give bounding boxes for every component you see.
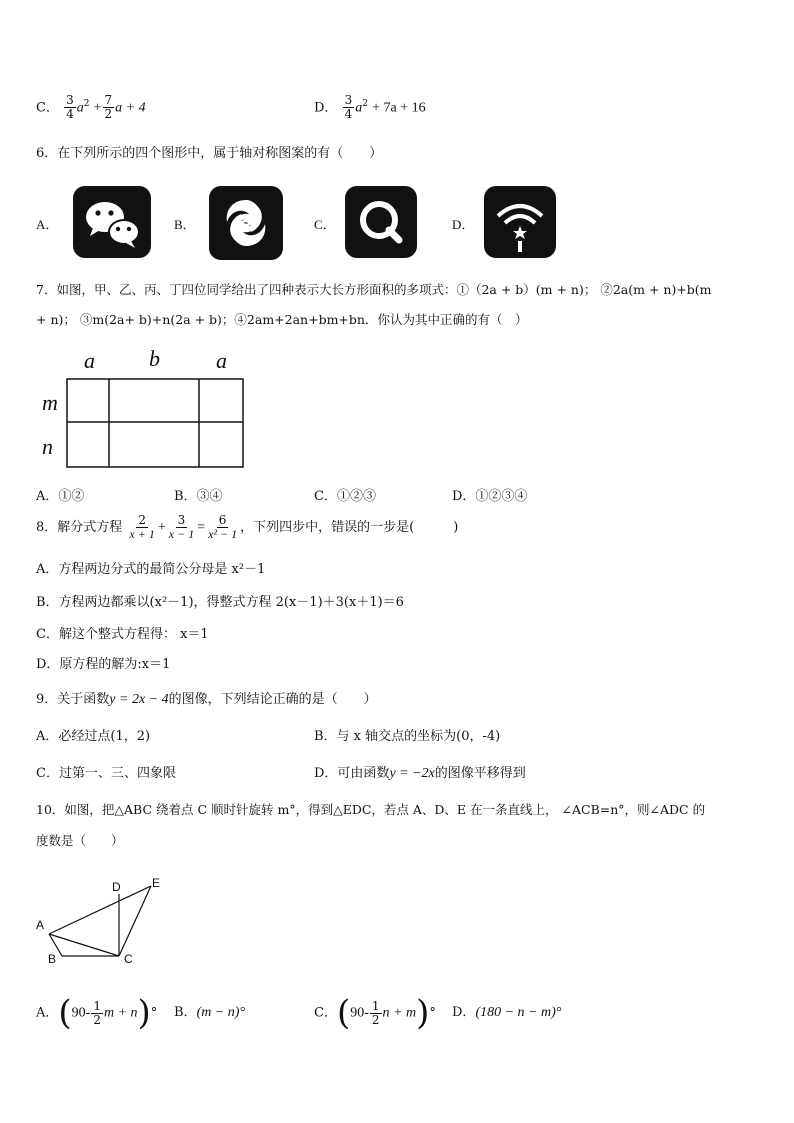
q7-option-d: D．①②③④ xyxy=(452,489,528,504)
q5-option-c: C． $\frac{3}{4}$ $a^2$ + $\frac{7}{2}$ a + 4 xyxy=(36,93,146,122)
wifi-icon xyxy=(484,186,556,258)
q-search-icon xyxy=(345,186,417,258)
q8-stem: 8．解分式方程 $\frac{2}{x + 1}$ + $\frac{3}{x - 1}$ = $\frac{6}{\text{x² − 1}}$ ，下列四步中，错误的一步是( ) xyxy=(36,513,459,541)
point-label-a: A xyxy=(36,918,45,932)
fraction: $\frac{7}{2}$ xyxy=(104,93,113,122)
grid-rectangle xyxy=(66,378,244,468)
q10-option-d: D．(180 − n − m)° xyxy=(452,1005,562,1020)
point-label-c: C xyxy=(124,952,133,966)
q8-option-b: B．方程两边都乘以(x²－1)，得整式方程 2(x－1)＋3(x＋1)＝6 xyxy=(36,595,404,610)
q7-option-a: A．①② xyxy=(36,489,85,504)
q6-icon-b xyxy=(209,186,283,260)
q6-label-d: D． xyxy=(452,217,475,232)
fraction: $\frac{6}{\text{x² − 1}}$ xyxy=(208,513,238,541)
fraction: $\frac{2}{x + 1}$ xyxy=(129,513,155,541)
col-label-a2: a xyxy=(216,348,227,373)
q9-stem: 9．关于函数y = 2x − 4的图像，下列结论正确的是（ ） xyxy=(36,692,377,707)
fraction: $\frac{3}{4}$ xyxy=(66,93,74,122)
swirl-icon xyxy=(209,186,283,260)
q10-stem-line2: 度数是（ ） xyxy=(36,833,124,848)
fraction: $\frac{1}{2}$ xyxy=(371,998,380,1027)
q6-label-a: A． xyxy=(36,217,59,232)
q7-rectangle-figure xyxy=(36,346,256,472)
q9-option-b: B．与 x 轴交点的坐标为(0，-4) xyxy=(314,729,501,744)
q7-option-c: C．①②③ xyxy=(314,489,376,504)
q6-label-c: C． xyxy=(314,217,336,232)
point-label-b: B xyxy=(48,952,57,966)
q9-option-d: D．可由函数y = −2x的图像平移得到 xyxy=(314,766,526,781)
col-label-b: b xyxy=(149,346,160,371)
col-label-a1: a xyxy=(84,348,95,373)
q5-option-d: D． $\frac{3}{4}$ $a^2 + 7a + 16$ xyxy=(314,93,426,122)
q8-option-c: C．解这个整式方程得： x＝1 xyxy=(36,627,209,642)
q6-icon-a xyxy=(73,186,151,258)
q8-option-a: A．方程两边分式的最简公分母是 x²－1 xyxy=(36,562,266,577)
q7-stem-line2: + n)； ③m(2a+ b)+n(2a + b)；④2am+2an+bm+bn．你认为其中正确的有（ ） xyxy=(36,312,528,327)
q10-stem-line1: 10．如图，把△ABC 绕着点 C 顺时针旋转 m°，得到△EDC，若点 A、D、E 在一条直线上， ∠ACB=n°，则∠ADC 的 xyxy=(36,802,706,817)
q6-icon-d xyxy=(484,186,556,258)
q9-option-a: A．必经过点(1，2) xyxy=(36,729,151,744)
q6-label-b: B． xyxy=(174,217,196,232)
fraction: $\frac{1}{2}$ xyxy=(93,998,101,1027)
wechat-icon xyxy=(73,186,151,258)
q10-option-c: C．(90- $\frac{1}{2}$ n + m)° xyxy=(314,993,436,1033)
point-label-e: E xyxy=(152,876,161,890)
q10-triangle-figure xyxy=(34,874,174,970)
q6-icon-c xyxy=(345,186,417,258)
row-label-n: n xyxy=(42,434,53,459)
q6-stem: 6．在下列所示的四个图形中，属于轴对称图案的有（ ） xyxy=(36,146,383,161)
q9-option-c: C．过第一、三、四象限 xyxy=(36,766,176,781)
q7-stem-line1: 7．如图，甲、乙、丙、丁四位同学给出了四种表示大长方形面积的多项式：①（2a + b）(m + n)； ②2a(m + n)+b(m xyxy=(36,282,712,297)
q10-option-a: A．(90- $\frac{1}{2}$ m + n)° xyxy=(36,993,158,1033)
row-label-m: m xyxy=(42,390,58,415)
q7-option-b: B．③④ xyxy=(174,489,223,504)
fraction: $\frac{3}{4}$ xyxy=(344,93,353,122)
point-label-d: D xyxy=(112,880,121,894)
q10-option-b: B．(m − n)° xyxy=(174,1005,246,1020)
q8-option-d: D．原方程的解为:x＝1 xyxy=(36,657,171,672)
fraction: $\frac{3}{x - 1}$ xyxy=(168,513,195,541)
